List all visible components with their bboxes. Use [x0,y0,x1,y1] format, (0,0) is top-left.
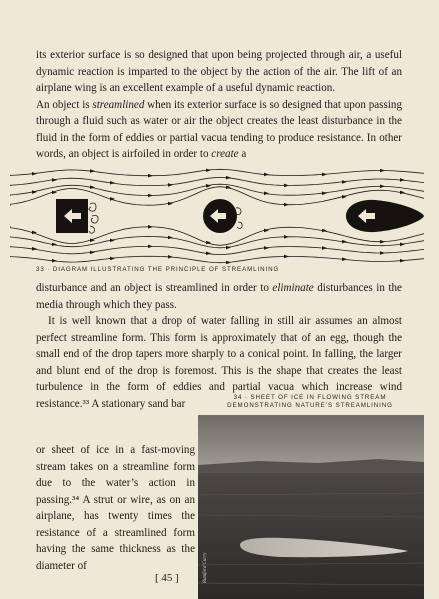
flow-arrowhead [110,257,115,261]
text-run: a [238,148,247,160]
flow-arrowhead [148,225,153,229]
text-run: disturbances in the media through which they pass. [36,282,402,311]
flow-arrowhead [52,243,57,247]
italic-term-create: create [211,148,239,160]
flow-arrowhead [226,261,231,264]
flow-arrowhead [380,240,385,244]
ice-sheet-photo [198,415,424,599]
text-run: when its exterior surface is so designed that upon passing through a fluid such as water or air the object creates the least disturbance in the fluid in the form of eddies or partial vacua tending to produce resistance. In other words, an object is airfoiled in order to [36,98,402,160]
flow-arrowhead [52,178,57,182]
flow-line [10,169,424,176]
flow-arrowhead [264,246,269,250]
paragraph-sand-bar: or sheet of ice in a fast-moving stream takes on a streamline form due to the water’s action in passing.³⁴ A strut or wire, as on an airplane, has twenty times the resistance of a streamlined form having the same thickness as the diameter of [36,444,195,572]
sphere-object [203,199,237,233]
flow-arrowhead [380,251,385,255]
paragraph-eliminate [36,280,402,313]
flow-arrowhead [110,239,115,243]
flow-arrowhead [322,173,327,177]
flow-arrowhead [32,172,37,176]
flow-arrowhead [226,246,231,250]
flow-arrowhead [148,194,153,198]
flow-arrowhead [380,169,385,173]
figure-caption-34: 34 · SHEET OF ICE IN FLOWING STREAM DEMONSTRATING NATURE’S STREAMLINING [227,394,393,409]
flow-arrowhead [206,168,211,172]
flow-arrowhead [264,191,269,195]
flow-arrowhead [168,236,173,240]
flow-arrowhead [284,255,289,259]
flow-arrowhead [322,246,327,250]
flow-arrowhead [226,176,231,180]
flow-arrowhead [206,252,211,256]
page-number: [ 45 ] [155,572,179,584]
flow-arrowhead [168,183,173,187]
photo-credit: Rumford Curry [203,552,208,583]
flow-arrowhead [400,178,405,182]
eddies-middle [236,208,242,229]
paragraph-streamlined [36,97,402,163]
paragraph-continued: its exterior surface is so designed that upon being projected through air, a useful dynamic reaction is imparted to the object by the action of the air. The lift of an airplane wing is an excellent example of a useful dynamic reaction. [36,49,402,94]
flow-arrowhead [400,243,405,247]
flow-arrowhead [148,245,153,249]
middle-paragraphs [36,280,402,412]
flow-arrowhead [168,255,173,259]
flow-line [10,236,424,248]
flow-arrowhead [284,235,289,239]
flow-arrowhead [322,191,327,195]
flow-arrowhead [284,184,289,188]
flow-arrowhead [206,184,211,188]
flow-arrowhead [342,257,347,261]
streamlining-diagram [10,168,424,264]
eddies-left [89,203,98,233]
flow-arrowhead [32,247,37,251]
text-run: disturbance and an object is streamlined in order to [36,282,273,294]
italic-term-streamlined: streamlined [92,98,145,111]
flow-arrowhead [400,259,405,263]
flow-arrowhead [90,169,95,173]
flow-arrowhead [342,240,347,244]
flow-arrowhead [148,174,153,178]
flow-line [10,184,424,196]
flow-arrowhead [342,180,347,184]
flow-arrowhead [52,259,57,263]
flow-arrowhead [284,203,289,207]
figure-caption-33: 33 · DIAGRAM ILLUSTRATING THE PRINCIPLE OF STREAMLINING [36,266,280,273]
streamline-object [346,200,424,232]
flat-plate-object [56,199,88,233]
italic-term-eliminate: eliminate [272,282,314,294]
paragraph-water-drop: It is well known that a drop of water falling in still air assumes an almost perfect streamline form. This form is approximately that of an egg, though the small end of the drop tapers more sharply to a conical point. In falling, the larger and blunt end of the drop is foremost. This is the shape that creates the least turbulence in the form of eddies and partial vacua which increase wind resistance.³³ A stationary sand bar [36,315,402,410]
text-run: An object is [36,98,93,111]
flow-line [10,256,424,263]
top-paragraphs [36,47,402,163]
flow-arrowhead [110,181,115,185]
flow-arrowhead [90,251,95,255]
flow-arrowhead [380,185,385,189]
flow-arrowhead [264,173,269,177]
